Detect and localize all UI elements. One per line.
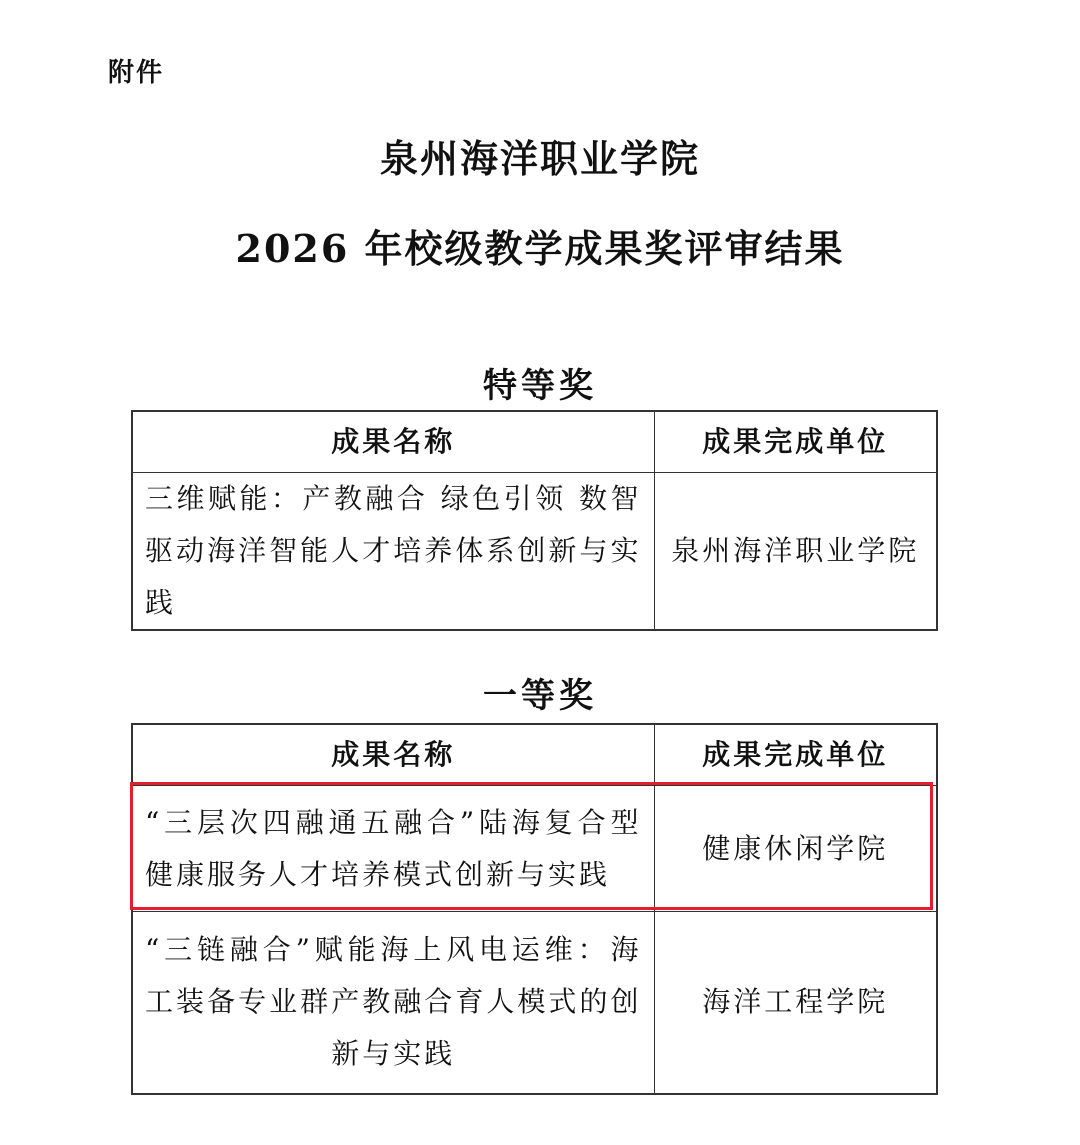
achievement-name-cell: “三层次四融通五融合”陆海复合型健康服务人才培养模式创新与实践 <box>132 786 654 912</box>
completing-unit-cell: 健康休闲学院 <box>654 786 937 912</box>
column-header-completing-unit: 成果完成单位 <box>654 724 937 786</box>
section-heading-special-prize: 特等奖 <box>483 366 597 406</box>
table-header-row <box>132 411 937 473</box>
achievement-name-cell: 三维赋能：产教融合 绿色引领 数智驱动海洋智能人才培养体系创新与实践 <box>132 473 654 631</box>
column-header-achievement-name: 成果名称 <box>132 411 654 473</box>
table-row <box>132 786 937 912</box>
column-header-achievement-name: 成果名称 <box>132 724 654 786</box>
table-header-row <box>132 724 937 786</box>
achievement-name-cell: “三链融合”赋能海上风电运维：海工装备专业群产教融合育人模式的创新与实践 <box>132 912 654 1094</box>
column-header-completing-unit: 成果完成单位 <box>654 411 937 473</box>
table-row <box>132 912 937 1094</box>
attachment-label: 附件 <box>108 58 165 88</box>
section-heading-first-prize: 一等奖 <box>483 676 597 716</box>
completing-unit-cell: 海洋工程学院 <box>654 912 937 1094</box>
table-row <box>132 473 937 631</box>
document-subtitle: 2026 年校级教学成果奖评审结果 <box>235 226 845 271</box>
special-prize-table <box>131 410 938 631</box>
first-prize-table <box>131 723 938 1095</box>
completing-unit-cell: 泉州海洋职业学院 <box>654 473 937 631</box>
document-title: 泉州海洋职业学院 <box>379 136 700 181</box>
